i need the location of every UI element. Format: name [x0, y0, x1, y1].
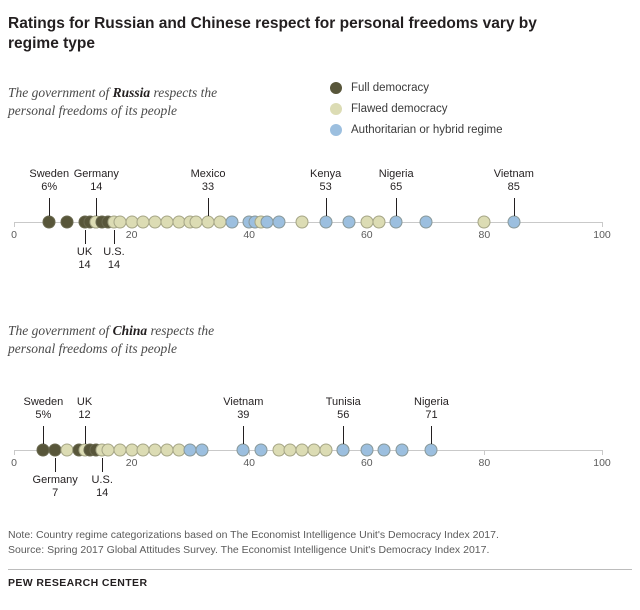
callout-label: [77, 246, 92, 273]
callout-label: [414, 396, 449, 423]
x-axis-tick-label: 0: [11, 229, 17, 241]
panel-subtitle-china: [8, 322, 258, 358]
callout-value: 5%: [35, 409, 52, 422]
subtitle-post: respects the personal freedoms of its people: [8, 85, 218, 119]
callout-country: U.S.: [91, 474, 113, 486]
data-point: [43, 216, 56, 229]
x-axis-tick: [484, 450, 485, 455]
callout-label: [24, 396, 64, 423]
legend-label: Authoritarian or hybrid regime: [351, 124, 503, 136]
callout-label: [379, 168, 414, 195]
callout-leader-line: [49, 198, 50, 216]
legend-swatch-flawed-democracy: [330, 103, 342, 115]
data-point: [343, 216, 356, 229]
callout-country: U.S.: [103, 246, 125, 258]
data-point: [378, 444, 391, 457]
callout-leader-line: [55, 458, 56, 472]
chart-note: [8, 528, 608, 558]
data-point: [237, 444, 250, 457]
note-text: Note: Country regime categorizations based on The Economist Intelligence Unit's Democracy Index 2017.: [8, 529, 499, 541]
legend-item: [330, 103, 503, 115]
data-point: [296, 216, 309, 229]
callout-leader-line: [43, 426, 44, 444]
x-axis-tick-label: 40: [243, 229, 256, 241]
callout-value: 6%: [41, 181, 58, 194]
callout-value: 85: [507, 181, 520, 194]
panel-subtitle-russia: [8, 84, 258, 120]
callout-country: Vietnam: [223, 396, 264, 408]
callout-label: [310, 168, 341, 195]
x-axis-tick: [14, 450, 15, 455]
data-point: [396, 444, 409, 457]
callout-leader-line: [85, 426, 86, 444]
divider: [8, 569, 632, 570]
x-axis-tick-label: 100: [593, 457, 611, 469]
callout-country: Vietnam: [493, 168, 534, 180]
callout-value: 14: [96, 487, 109, 500]
x-axis-tick-label: 60: [360, 229, 373, 241]
callout-label: [29, 168, 69, 195]
legend-label: Full democracy: [351, 82, 429, 94]
callout-label: [191, 168, 226, 195]
scatter-panel-china: [0, 388, 640, 518]
callout-leader-line: [208, 198, 209, 216]
data-point: [60, 216, 73, 229]
x-axis-tick: [14, 222, 15, 227]
data-point: [419, 216, 432, 229]
data-point: [225, 216, 238, 229]
callout-label: [33, 474, 78, 501]
page-title: Ratings for Russian and Chinese respect for personal freedoms vary by regime type: [8, 15, 537, 53]
x-axis-tick-label: 40: [243, 457, 256, 469]
callout-country: Nigeria: [378, 168, 414, 180]
data-point: [507, 216, 520, 229]
callout-country: Kenya: [310, 168, 342, 180]
scatter-panel-russia: [0, 160, 640, 290]
subtitle-pre: The government of: [8, 323, 113, 338]
x-axis-tick: [602, 222, 603, 227]
data-point: [337, 444, 350, 457]
callout-leader-line: [326, 198, 327, 216]
subtitle-country: Russia: [112, 85, 151, 100]
legend: [330, 82, 503, 145]
callout-value: 14: [107, 259, 121, 272]
source-text: Source: Spring 2017 Global Attitudes Survey. The Economist Intelligence Unit's Democracy Index 2017.: [8, 544, 490, 557]
callout-leader-line: [431, 426, 432, 444]
callout-label: [74, 168, 119, 195]
x-axis-tick: [602, 450, 603, 455]
subtitle-post: respects the personal freedoms of its people: [8, 323, 215, 357]
legend-swatch-full-democracy: [330, 82, 342, 94]
callout-leader-line: [243, 426, 244, 444]
callout-value: 12: [78, 409, 91, 422]
callout-value: 14: [90, 181, 103, 194]
subtitle-country: China: [112, 323, 148, 338]
legend-item: [330, 124, 503, 136]
callout-leader-line: [396, 198, 397, 216]
callout-country: UK: [76, 396, 93, 408]
callout-leader-line: [85, 230, 86, 244]
x-axis-tick-label: 100: [593, 229, 611, 241]
callout-country: Germany: [73, 168, 119, 180]
x-axis-tick-label: 60: [360, 457, 373, 469]
callout-country: UK: [76, 246, 93, 258]
callout-value: 7: [52, 487, 59, 500]
data-point: [425, 444, 438, 457]
callout-country: Mexico: [190, 168, 226, 180]
data-point: [372, 216, 385, 229]
callout-value: 33: [201, 181, 215, 194]
legend-swatch-authoritarian: [330, 124, 342, 136]
callout-label: [494, 168, 534, 195]
callout-label: [91, 474, 112, 501]
callout-value: 53: [319, 181, 332, 194]
callout-value: 56: [337, 409, 350, 422]
x-axis-tick-label: 20: [125, 229, 138, 241]
callout-label: [223, 396, 263, 423]
callout-value: 65: [390, 181, 403, 194]
data-point: [319, 444, 332, 457]
callout-leader-line: [96, 198, 97, 216]
callout-leader-line: [514, 198, 515, 216]
data-point: [196, 444, 209, 457]
data-point: [360, 444, 373, 457]
subtitle-pre: The government of: [8, 85, 113, 100]
callout-leader-line: [343, 426, 344, 444]
brand-label: PEW RESEARCH CENTER: [8, 577, 148, 589]
data-point: [390, 216, 403, 229]
callout-country: Tunisia: [325, 396, 361, 408]
callout-leader-line: [114, 230, 115, 244]
callout-label: [103, 246, 124, 273]
x-axis-tick-label: 20: [125, 457, 138, 469]
callout-country: Nigeria: [414, 396, 449, 408]
callout-value: 14: [78, 259, 91, 272]
data-point: [319, 216, 332, 229]
callout-label: [77, 396, 92, 423]
legend-item: [330, 82, 503, 94]
legend-label: Flawed democracy: [351, 103, 448, 115]
callout-country: Germany: [32, 474, 78, 486]
callout-value: 39: [237, 409, 250, 422]
callout-label: [326, 396, 361, 423]
callout-country: Sweden: [23, 396, 64, 408]
x-axis-tick-label: 80: [478, 229, 491, 241]
x-axis-tick-label: 80: [478, 457, 491, 469]
callout-country: Sweden: [29, 168, 70, 180]
data-point: [478, 216, 491, 229]
data-point: [254, 444, 267, 457]
callout-value: 71: [425, 409, 438, 422]
x-axis-tick-label: 0: [11, 457, 17, 469]
data-point: [272, 216, 285, 229]
callout-leader-line: [102, 458, 103, 472]
